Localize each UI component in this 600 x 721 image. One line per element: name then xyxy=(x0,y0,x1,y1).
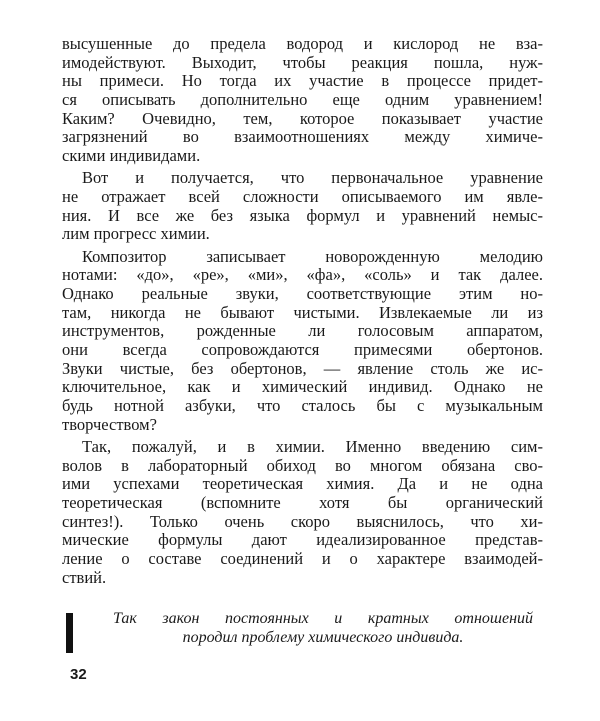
text-line: Однако реальные звуки, соответствующие этим но- xyxy=(62,283,543,303)
text-line: Вот и получается, что первоначальное уравнение xyxy=(82,168,543,188)
text-line: синтез!). Только очень скоро выяснилось, что хи- xyxy=(62,511,543,531)
paragraph xyxy=(62,248,543,435)
body-text xyxy=(62,35,543,591)
text-line: Так, пожалуй, и в химии. Именно введению сим- xyxy=(82,436,543,456)
text-line: творчеством? xyxy=(62,414,157,434)
text-line: Звуки чистые, без обертонов, — явление столь же ис- xyxy=(62,358,543,378)
text-line: ния. И все же без языка формул и уравнений немыс- xyxy=(62,205,543,225)
text-line: Каким? Очевидно, тем, которое показывает участие xyxy=(62,108,543,128)
text-line: они всегда сопровождаются примесями обертонов. xyxy=(62,340,543,359)
text-line: волов в лабораторный обиход во многом обязана сво- xyxy=(62,455,543,475)
margin-note-line: Так закон постоянных и кратных отношений xyxy=(113,610,533,627)
text-line: ление о составе соединений и о характере взаимодей- xyxy=(62,549,543,569)
text-line: загрязнений во взаимоотношениях между химиче- xyxy=(62,127,543,147)
text-line: ны примеси. Но тогда их участие в процессе придет- xyxy=(62,71,543,91)
text-line: Композитор записывает новорожденную мелодию xyxy=(82,246,543,266)
margin-bar xyxy=(66,613,73,653)
text-line: имодействуют. Выходит, чтобы реакция пошла, нуж- xyxy=(62,52,543,72)
margin-note xyxy=(113,609,533,647)
text-line: ствий. xyxy=(62,567,107,587)
text-line: лим прогресс химии. xyxy=(62,224,210,244)
page-number: 32 xyxy=(70,666,87,683)
text-line: ключительное, как и химический индивид. Однако не xyxy=(62,377,543,397)
text-line: высушенные до предела водород и кислород не вза- xyxy=(62,34,543,53)
text-line: ими успехами теоретическая химия. Да и не одна xyxy=(62,474,543,494)
text-line: ся описывать дополнительно еще одним уравнением! xyxy=(62,90,543,110)
paragraph xyxy=(62,169,543,244)
paragraph xyxy=(62,35,543,166)
text-line: будь нотной азбуки, что сталось бы с музыкальным xyxy=(62,396,543,416)
margin-note-line: породил проблему химического индивида. xyxy=(182,629,464,646)
paragraph xyxy=(62,438,543,588)
text-line: нотами: «до», «ре», «ми», «фа», «соль» и так далее. xyxy=(62,265,543,285)
text-line: скими индивидами. xyxy=(62,146,201,166)
text-line: не отражает всей сложности описываемого им явле- xyxy=(62,187,543,206)
text-line: инструментов, рожденные ли голосовым аппаратом, xyxy=(62,321,543,341)
text-line: там, никогда не бывают чистыми. Извлекаемые ли из xyxy=(62,302,543,322)
text-line: мические формулы дают идеализированное представ- xyxy=(62,530,543,550)
text-line: теоретическая (вспомните хотя бы органический xyxy=(62,493,543,512)
